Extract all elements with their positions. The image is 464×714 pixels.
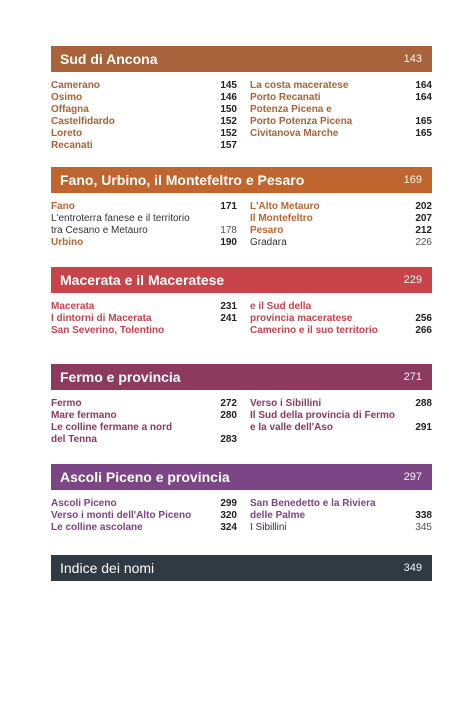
right-column (250, 398, 432, 434)
entry-page: 145 (220, 80, 237, 91)
entry-page: 272 (220, 398, 237, 409)
toc-entry[interactable] (250, 301, 432, 325)
entry-title: San Severino, Tolentino (51, 325, 165, 336)
entry-page: 231 (220, 301, 237, 312)
toc-entry[interactable] (250, 325, 432, 337)
toc-entry[interactable] (250, 398, 432, 410)
entry-title: Castelfidardo (51, 116, 115, 127)
entry-page: 171 (220, 201, 237, 212)
toc-entry[interactable] (51, 140, 237, 152)
right-column (250, 80, 432, 140)
entry-title: Osimo (51, 92, 83, 103)
entry-title: Verso i Sibillini (250, 398, 322, 409)
entry-page: 338 (415, 510, 432, 521)
left-column (51, 301, 237, 337)
index-page: 349 (403, 562, 422, 574)
toc-entry[interactable] (51, 313, 237, 325)
entry-title: Camerano (51, 80, 100, 91)
entry-title: I Sibillini (250, 522, 287, 533)
entry-page: 226 (415, 237, 432, 248)
entry-page: 280 (220, 410, 237, 421)
entry-page: 241 (220, 313, 237, 324)
entry-page: 324 (220, 522, 237, 533)
section-title: Fermo e provincia (60, 369, 181, 385)
entry-page: 299 (220, 498, 237, 509)
toc-entry[interactable] (250, 104, 432, 128)
entry-title: Offagna (51, 104, 89, 115)
entry-title: San Benedetto e la Riviera delle Palme (250, 498, 376, 521)
toc-section (51, 167, 432, 248)
entry-title: Urbino (51, 237, 84, 248)
entry-title: Gradara (250, 237, 287, 248)
toc-section (51, 364, 432, 445)
entry-page: 256 (415, 313, 432, 324)
entry-page: 345 (415, 522, 432, 533)
section-page: 169 (403, 174, 422, 186)
toc-entry[interactable] (51, 398, 237, 410)
entry-page: 157 (220, 140, 237, 151)
section-banner[interactable] (51, 167, 432, 193)
entry-title: Verso i monti dell'Alto Piceno (51, 510, 192, 521)
entry-title: Porto Recanati (250, 92, 321, 103)
toc-entry[interactable] (51, 213, 237, 237)
entry-title: Civitanova Marche (250, 128, 339, 139)
toc-entry[interactable] (51, 116, 237, 128)
section-title: Ascoli Piceno e provincia (60, 469, 230, 485)
left-column (51, 80, 237, 152)
entry-page: 165 (415, 116, 432, 127)
left-column (51, 201, 237, 249)
entry-title: Potenza Picena e Porto Potenza Picena (250, 104, 353, 127)
entry-page: 202 (415, 201, 432, 212)
section-page: 271 (403, 371, 422, 383)
entry-title: Macerata (51, 301, 95, 312)
entry-title: Il Montefeltro (250, 213, 313, 224)
entry-title: e il Sud della provincia maceratese (250, 301, 353, 324)
section-banner[interactable] (51, 267, 432, 293)
entry-page: 152 (220, 128, 237, 139)
entry-title: Ascoli Piceno (51, 498, 117, 509)
toc-section (51, 46, 432, 151)
toc-entry[interactable] (51, 201, 237, 213)
entry-title: Fano (51, 201, 75, 212)
right-column (250, 498, 432, 534)
entry-title: Mare fermano (51, 410, 117, 421)
entry-page: 150 (220, 104, 237, 115)
toc-entry[interactable] (250, 213, 432, 225)
section-title: Sud di Ancona (60, 51, 158, 67)
index-title: Indice dei nomi (60, 560, 155, 576)
entry-title: Recanati (51, 140, 93, 151)
entry-title: Le colline fermane a nord del Tenna (51, 422, 173, 445)
toc-entry[interactable] (51, 325, 237, 337)
section-banner[interactable] (51, 464, 432, 490)
entry-title: Loreto (51, 128, 83, 139)
section-page: 297 (403, 471, 422, 483)
entry-page: 146 (220, 92, 237, 103)
entry-page: 207 (415, 213, 432, 224)
entry-page: 320 (220, 510, 237, 521)
section-title: Macerata e il Maceratese (60, 272, 225, 288)
toc-entry[interactable] (51, 92, 237, 104)
toc-entry[interactable] (51, 510, 237, 522)
toc-entry[interactable] (250, 237, 432, 249)
entry-page: 266 (415, 325, 432, 336)
toc-entry[interactable] (250, 201, 432, 213)
section-page: 229 (403, 274, 422, 286)
toc-entry[interactable] (51, 80, 237, 92)
toc-entry[interactable] (250, 80, 432, 92)
toc-entry[interactable] (51, 237, 237, 249)
toc-entry[interactable] (250, 128, 432, 140)
toc-entry[interactable] (51, 422, 237, 446)
toc-section (51, 267, 432, 336)
entry-title: L'Alto Metauro (250, 201, 320, 212)
toc-entry[interactable] (250, 498, 432, 522)
right-column (250, 201, 432, 249)
left-column (51, 498, 237, 534)
toc-entry[interactable] (51, 128, 237, 140)
toc-entry[interactable] (51, 522, 237, 534)
index-banner (51, 555, 432, 581)
toc-entry[interactable] (51, 498, 237, 510)
entry-page: 288 (415, 398, 432, 409)
toc-entry[interactable] (51, 410, 237, 422)
index-section (51, 555, 432, 581)
section-banner[interactable] (51, 46, 432, 72)
entry-page: 164 (415, 92, 432, 103)
toc-entry[interactable] (250, 225, 432, 237)
entry-title: L'entroterra fanese e il territorio tra Cesano e Metauro (51, 213, 190, 236)
entry-page: 283 (220, 434, 237, 445)
toc-entry[interactable] (250, 522, 432, 534)
section-page: 143 (403, 53, 422, 65)
entry-title: Pesaro (250, 225, 284, 236)
entry-title: Le colline ascolane (51, 522, 143, 533)
toc-entry[interactable] (250, 92, 432, 104)
entry-title: Il Sud della provincia di Fermo e la valle dell'Aso (250, 410, 396, 433)
entry-page: 164 (415, 80, 432, 91)
toc-entry[interactable] (51, 301, 237, 313)
entry-title: La costa maceratese (250, 80, 349, 91)
entry-page: 152 (220, 116, 237, 127)
entry-page: 165 (415, 128, 432, 139)
entry-title: Fermo (51, 398, 82, 409)
section-title: Fano, Urbino, il Montefeltro e Pesaro (60, 172, 305, 188)
entry-page: 212 (415, 225, 432, 236)
entry-page: 178 (220, 225, 237, 236)
toc-section (51, 464, 432, 533)
entry-page: 291 (415, 422, 432, 433)
right-column (250, 301, 432, 337)
toc-entry[interactable] (51, 104, 237, 116)
entry-title: Camerino e il suo territorio (250, 325, 378, 336)
entry-title: I dintorni di Macerata (51, 313, 152, 324)
toc-entry[interactable] (250, 410, 432, 434)
entry-page: 190 (220, 237, 237, 248)
left-column (51, 398, 237, 446)
section-banner[interactable] (51, 364, 432, 390)
